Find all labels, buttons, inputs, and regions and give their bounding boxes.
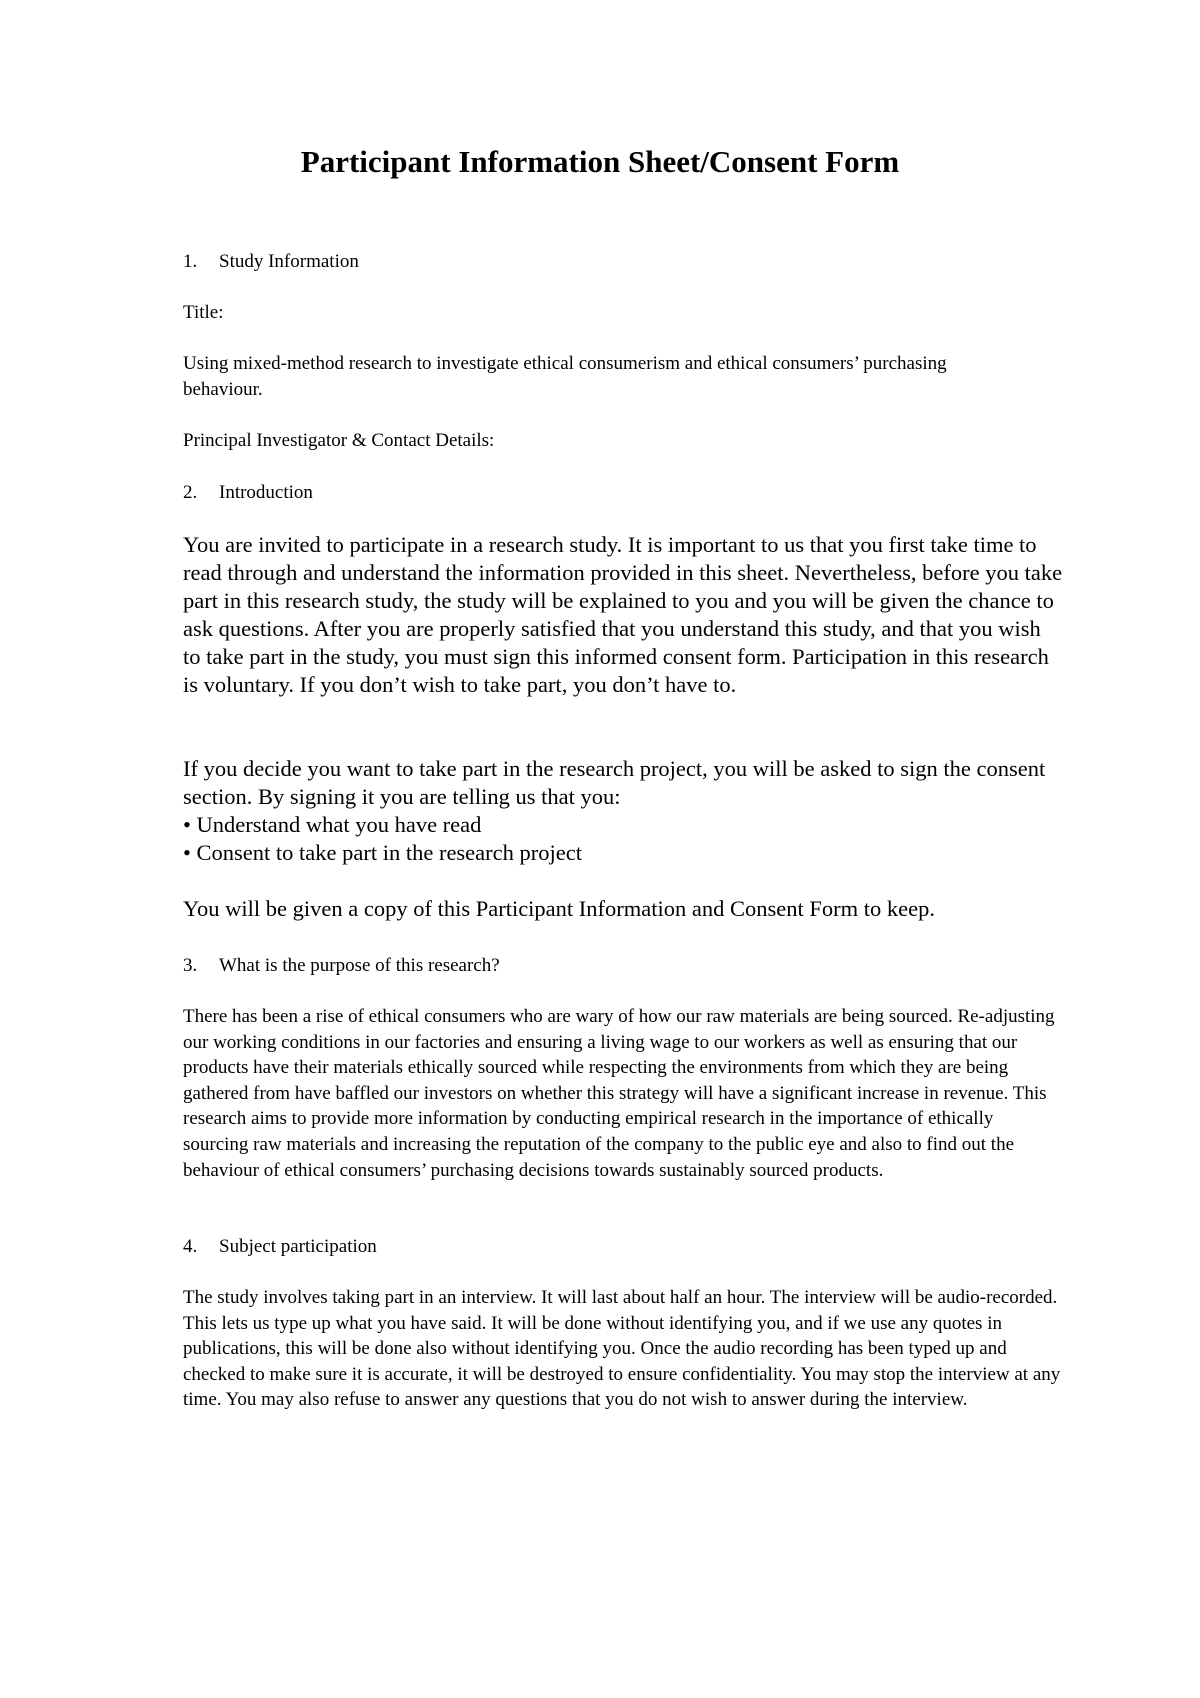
section-heading-introduction — [183, 480, 1063, 505]
introduction-paragraph-2: If you decide you want to take part in the research project, you will be asked to sign the consent section. By signing it you are telling us that you: — [183, 756, 1046, 809]
section-heading-study-information — [183, 249, 1063, 274]
bullet-item: • Understand what you have read — [183, 812, 482, 837]
section-heading-text: What is the purpose of this research? — [219, 955, 500, 976]
section-heading-text: Study Information — [219, 251, 359, 272]
section-heading-text: Introduction — [219, 482, 313, 503]
introduction-paragraph-1: You are invited to participate in a research study. It is important to us that you first take time to read through and understand the information provided in this sheet. Nevertheless, before you take part in this research study, the study will be explained to you and you will be given the chance to ask questions. After you are properly satisfied that you understand this study, and that you wish to take part in the study, you must sign this informed consent form. Participation in this research is voluntary. If you don’t wish to take part, you don’t have to. — [183, 532, 1063, 697]
section-number: 4. — [183, 1236, 198, 1257]
bullet-item: • Consent to take part in the research project — [183, 840, 582, 865]
introduction-paragraph-3: You will be given a copy of this Participant Information and Consent Form to keep. — [183, 896, 935, 921]
participation-paragraph: The study involves taking part in an interview. It will last about half an hour. The interview will be audio-recorded. This lets us type up what you have said. It will be done without identifying you, and if we use any quotes in publications, this will be done also without identifying you. Once the audio recording has been typed up and checked to make sure it is accurate, it will be destroyed to ensure confidentiality. You may stop the interview at any time. You may also refuse to answer any questions that you do not wish to answer during the interview. — [183, 1287, 1061, 1411]
consent-bullet-list — [183, 811, 1063, 867]
study-title-text: Using mixed-method research to investigate ethical consumerism and ethical consumers’ purchasing behaviour. — [183, 353, 947, 400]
section-number: 1. — [183, 251, 198, 272]
document-title: Participant Information Sheet/Consent Form — [300, 144, 900, 179]
purpose-paragraph: There has been a rise of ethical consumers who are wary of how our raw materials are being sourced. Re-adjusting our working conditions in our factories and ensuring a living wage to our workers as well as ensuring that our products have their materials ethically sourced while respecting the environments from which they are being gathered from have baffled our investors on whether this strategy will have a significant increase in revenue. This research aims to provide more information by conducting empirical research in the importance of ethically sourcing raw materials and increasing the reputation of the company to the public eye and also to find out the behaviour of ethical consumers’ purchasing decisions towards sustainably sourced products. — [183, 1006, 1055, 1181]
section-heading-subject-participation — [183, 1234, 1063, 1259]
title-label: Title: — [183, 302, 224, 323]
section-heading-text: Subject participation — [219, 1236, 377, 1257]
section-number: 2. — [183, 482, 198, 503]
section-number: 3. — [183, 955, 198, 976]
investigator-label: Principal Investigator & Contact Details: — [183, 430, 495, 451]
section-heading-purpose — [183, 953, 1063, 978]
